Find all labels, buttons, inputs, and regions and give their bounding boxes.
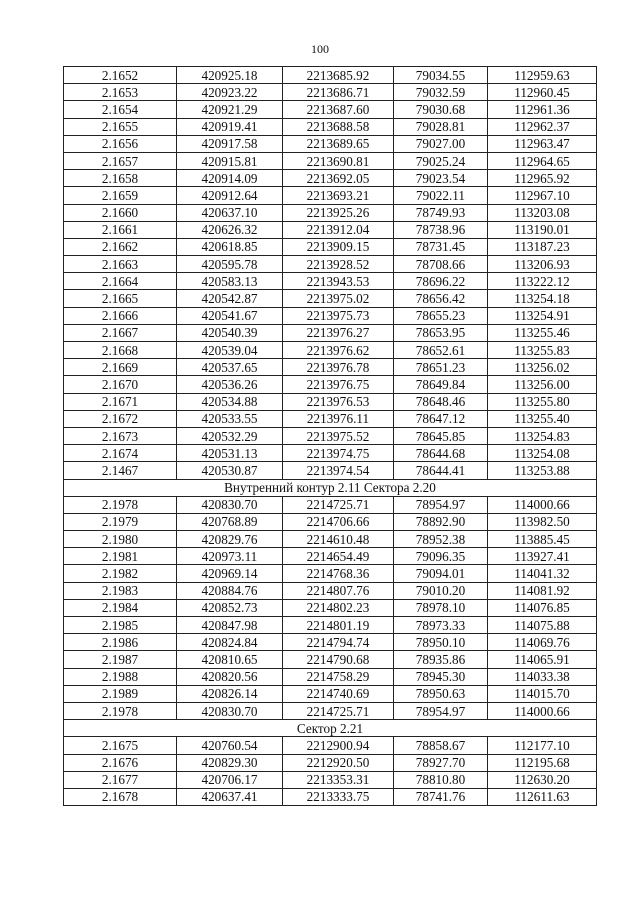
y-local-cell: 113203.08 <box>488 204 597 221</box>
y-local-cell: 113256.00 <box>488 376 597 393</box>
table-row <box>64 427 597 444</box>
x-coordinate-cell: 420852.73 <box>177 599 283 616</box>
point-number-cell: 2.1981 <box>64 548 177 565</box>
table-row <box>64 393 597 410</box>
y-coordinate-cell: 2212900.94 <box>283 737 394 754</box>
y-coordinate-cell: 2213976.11 <box>283 410 394 427</box>
y-local-cell: 113254.83 <box>488 427 597 444</box>
x-coordinate-cell: 420921.29 <box>177 101 283 118</box>
table-row <box>64 565 597 582</box>
point-number-cell: 2.1668 <box>64 342 177 359</box>
table-row <box>64 496 597 513</box>
y-coordinate-cell: 2214740.69 <box>283 685 394 702</box>
y-local-cell: 113190.01 <box>488 221 597 238</box>
point-number-cell: 2.1669 <box>64 359 177 376</box>
table-row <box>64 84 597 101</box>
point-number-cell: 2.1676 <box>64 754 177 771</box>
x-coordinate-cell: 420820.56 <box>177 668 283 685</box>
y-coordinate-cell: 2213976.27 <box>283 324 394 341</box>
y-local-cell: 113255.40 <box>488 410 597 427</box>
y-coordinate-cell: 2214768.36 <box>283 565 394 582</box>
point-number-cell: 2.1978 <box>64 702 177 719</box>
x-local-cell: 78656.42 <box>394 290 488 307</box>
y-local-cell: 113982.50 <box>488 513 597 530</box>
y-coordinate-cell: 2213909.15 <box>283 238 394 255</box>
x-local-cell: 78644.41 <box>394 462 488 479</box>
y-local-cell: 114076.85 <box>488 599 597 616</box>
point-number-cell: 2.1661 <box>64 221 177 238</box>
x-coordinate-cell: 420534.88 <box>177 393 283 410</box>
y-coordinate-cell: 2214706.66 <box>283 513 394 530</box>
y-coordinate-cell: 2213974.54 <box>283 462 394 479</box>
y-coordinate-cell: 2213975.52 <box>283 427 394 444</box>
x-coordinate-cell: 420626.32 <box>177 221 283 238</box>
point-number-cell: 2.1657 <box>64 152 177 169</box>
y-local-cell: 114075.88 <box>488 617 597 634</box>
x-coordinate-cell: 420618.85 <box>177 238 283 255</box>
table-row <box>64 324 597 341</box>
y-local-cell: 113254.91 <box>488 307 597 324</box>
x-local-cell: 79034.55 <box>394 67 488 84</box>
y-coordinate-cell: 2213692.05 <box>283 170 394 187</box>
y-coordinate-cell: 2214790.68 <box>283 651 394 668</box>
y-coordinate-cell: 2213976.53 <box>283 393 394 410</box>
x-coordinate-cell: 420919.41 <box>177 118 283 135</box>
point-number-cell: 2.1670 <box>64 376 177 393</box>
x-coordinate-cell: 420533.55 <box>177 410 283 427</box>
x-coordinate-cell: 420637.41 <box>177 788 283 805</box>
y-local-cell: 113254.18 <box>488 290 597 307</box>
table-row <box>64 410 597 427</box>
y-coordinate-cell: 2213976.78 <box>283 359 394 376</box>
table-row <box>64 118 597 135</box>
y-local-cell: 112959.63 <box>488 67 597 84</box>
y-coordinate-cell: 2214654.49 <box>283 548 394 565</box>
x-local-cell: 79032.59 <box>394 84 488 101</box>
x-local-cell: 78954.97 <box>394 496 488 513</box>
y-coordinate-cell: 2213688.58 <box>283 118 394 135</box>
y-local-cell: 113927.41 <box>488 548 597 565</box>
point-number-cell: 2.1656 <box>64 135 177 152</box>
point-number-cell: 2.1674 <box>64 445 177 462</box>
y-coordinate-cell: 2213976.62 <box>283 342 394 359</box>
x-local-cell: 78858.67 <box>394 737 488 754</box>
point-number-cell: 2.1987 <box>64 651 177 668</box>
x-local-cell: 78738.96 <box>394 221 488 238</box>
y-coordinate-cell: 2213693.21 <box>283 187 394 204</box>
x-coordinate-cell: 420542.87 <box>177 290 283 307</box>
table-row <box>64 513 597 530</box>
table-row <box>64 668 597 685</box>
y-local-cell: 112611.63 <box>488 788 597 805</box>
table-row <box>64 135 597 152</box>
section-header-row <box>64 479 597 496</box>
point-number-cell: 2.1666 <box>64 307 177 324</box>
x-coordinate-cell: 420925.18 <box>177 67 283 84</box>
x-coordinate-cell: 420826.14 <box>177 685 283 702</box>
x-coordinate-cell: 420536.26 <box>177 376 283 393</box>
y-coordinate-cell: 2214725.71 <box>283 496 394 513</box>
x-coordinate-cell: 420531.13 <box>177 445 283 462</box>
x-local-cell: 79094.01 <box>394 565 488 582</box>
x-coordinate-cell: 420810.65 <box>177 651 283 668</box>
point-number-cell: 2.1671 <box>64 393 177 410</box>
x-coordinate-cell: 420912.64 <box>177 187 283 204</box>
y-local-cell: 112195.68 <box>488 754 597 771</box>
y-local-cell: 114081.92 <box>488 582 597 599</box>
y-local-cell: 113253.88 <box>488 462 597 479</box>
x-coordinate-cell: 420768.89 <box>177 513 283 530</box>
y-local-cell: 114041.32 <box>488 565 597 582</box>
x-local-cell: 79028.81 <box>394 118 488 135</box>
y-coordinate-cell: 2214794.74 <box>283 634 394 651</box>
table-row <box>64 256 597 273</box>
x-coordinate-cell: 420824.84 <box>177 634 283 651</box>
point-number-cell: 2.1663 <box>64 256 177 273</box>
point-number-cell: 2.1660 <box>64 204 177 221</box>
table-row <box>64 376 597 393</box>
x-coordinate-cell: 420915.81 <box>177 152 283 169</box>
x-coordinate-cell: 420969.14 <box>177 565 283 582</box>
table-row <box>64 152 597 169</box>
table-row <box>64 221 597 238</box>
x-coordinate-cell: 420917.58 <box>177 135 283 152</box>
table-row <box>64 771 597 788</box>
x-coordinate-cell: 420830.70 <box>177 496 283 513</box>
y-local-cell: 114000.66 <box>488 496 597 513</box>
y-local-cell: 113255.46 <box>488 324 597 341</box>
x-local-cell: 78648.46 <box>394 393 488 410</box>
x-local-cell: 78741.76 <box>394 788 488 805</box>
x-local-cell: 79096.35 <box>394 548 488 565</box>
table-row <box>64 187 597 204</box>
x-coordinate-cell: 420541.67 <box>177 307 283 324</box>
x-coordinate-cell: 420706.17 <box>177 771 283 788</box>
y-local-cell: 113256.02 <box>488 359 597 376</box>
point-number-cell: 2.1659 <box>64 187 177 204</box>
point-number-cell: 2.1980 <box>64 531 177 548</box>
point-number-cell: 2.1672 <box>64 410 177 427</box>
table-row <box>64 67 597 84</box>
table-row <box>64 582 597 599</box>
x-local-cell: 78954.97 <box>394 702 488 719</box>
point-number-cell: 2.1979 <box>64 513 177 530</box>
y-local-cell: 114000.66 <box>488 702 597 719</box>
point-number-cell: 2.1677 <box>64 771 177 788</box>
x-coordinate-cell: 420830.70 <box>177 702 283 719</box>
y-coordinate-cell: 2214610.48 <box>283 531 394 548</box>
y-local-cell: 112962.37 <box>488 118 597 135</box>
point-number-cell: 2.1984 <box>64 599 177 616</box>
table-row <box>64 599 597 616</box>
y-local-cell: 113187.23 <box>488 238 597 255</box>
point-number-cell: 2.1675 <box>64 737 177 754</box>
point-number-cell: 2.1978 <box>64 496 177 513</box>
x-local-cell: 78655.23 <box>394 307 488 324</box>
x-coordinate-cell: 420537.65 <box>177 359 283 376</box>
x-local-cell: 79022.11 <box>394 187 488 204</box>
point-number-cell: 2.1667 <box>64 324 177 341</box>
x-local-cell: 78749.93 <box>394 204 488 221</box>
x-local-cell: 78696.22 <box>394 273 488 290</box>
x-local-cell: 78649.84 <box>394 376 488 393</box>
x-coordinate-cell: 420914.09 <box>177 170 283 187</box>
y-local-cell: 113255.83 <box>488 342 597 359</box>
x-local-cell: 79010.20 <box>394 582 488 599</box>
table-row <box>64 531 597 548</box>
point-number-cell: 2.1678 <box>64 788 177 805</box>
x-coordinate-cell: 420829.30 <box>177 754 283 771</box>
x-local-cell: 78935.86 <box>394 651 488 668</box>
point-number-cell: 2.1654 <box>64 101 177 118</box>
page-number: 100 <box>311 42 329 56</box>
y-local-cell: 112965.92 <box>488 170 597 187</box>
y-coordinate-cell: 2213690.81 <box>283 152 394 169</box>
table-row <box>64 204 597 221</box>
y-coordinate-cell: 2214758.29 <box>283 668 394 685</box>
table-row <box>64 342 597 359</box>
x-local-cell: 78927.70 <box>394 754 488 771</box>
point-number-cell: 2.1983 <box>64 582 177 599</box>
y-coordinate-cell: 2213975.73 <box>283 307 394 324</box>
table-row <box>64 290 597 307</box>
table-row <box>64 273 597 290</box>
x-coordinate-cell: 420760.54 <box>177 737 283 754</box>
table-row <box>64 238 597 255</box>
x-local-cell: 78952.38 <box>394 531 488 548</box>
y-local-cell: 114015.70 <box>488 685 597 702</box>
x-coordinate-cell: 420583.13 <box>177 273 283 290</box>
x-coordinate-cell: 420539.04 <box>177 342 283 359</box>
y-coordinate-cell: 2213928.52 <box>283 256 394 273</box>
x-coordinate-cell: 420532.29 <box>177 427 283 444</box>
point-number-cell: 2.1664 <box>64 273 177 290</box>
y-coordinate-cell: 2213975.02 <box>283 290 394 307</box>
x-local-cell: 79027.00 <box>394 135 488 152</box>
y-coordinate-cell: 2213685.92 <box>283 67 394 84</box>
point-number-cell: 2.1467 <box>64 462 177 479</box>
x-local-cell: 78945.30 <box>394 668 488 685</box>
x-local-cell: 79025.24 <box>394 152 488 169</box>
table-row <box>64 788 597 805</box>
x-coordinate-cell: 420595.78 <box>177 256 283 273</box>
y-local-cell: 114065.91 <box>488 651 597 668</box>
x-local-cell: 79030.68 <box>394 101 488 118</box>
y-coordinate-cell: 2213687.60 <box>283 101 394 118</box>
table-row <box>64 702 597 719</box>
table-row <box>64 754 597 771</box>
y-coordinate-cell: 2214801.19 <box>283 617 394 634</box>
x-coordinate-cell: 420637.10 <box>177 204 283 221</box>
y-coordinate-cell: 2213353.31 <box>283 771 394 788</box>
y-local-cell: 112961.36 <box>488 101 597 118</box>
point-number-cell: 2.1652 <box>64 67 177 84</box>
point-number-cell: 2.1665 <box>64 290 177 307</box>
x-coordinate-cell: 420847.98 <box>177 617 283 634</box>
x-local-cell: 78973.33 <box>394 617 488 634</box>
x-coordinate-cell: 420530.87 <box>177 462 283 479</box>
y-coordinate-cell: 2214802.23 <box>283 599 394 616</box>
table-row <box>64 462 597 479</box>
table-row <box>64 445 597 462</box>
x-local-cell: 78950.10 <box>394 634 488 651</box>
y-local-cell: 113885.45 <box>488 531 597 548</box>
x-local-cell: 78644.68 <box>394 445 488 462</box>
x-coordinate-cell: 420884.76 <box>177 582 283 599</box>
y-coordinate-cell: 2213333.75 <box>283 788 394 805</box>
point-number-cell: 2.1655 <box>64 118 177 135</box>
point-number-cell: 2.1662 <box>64 238 177 255</box>
table-row <box>64 359 597 376</box>
point-number-cell: 2.1673 <box>64 427 177 444</box>
y-coordinate-cell: 2213943.53 <box>283 273 394 290</box>
point-number-cell: 2.1982 <box>64 565 177 582</box>
table-row <box>64 101 597 118</box>
x-coordinate-cell: 420829.76 <box>177 531 283 548</box>
y-local-cell: 112967.10 <box>488 187 597 204</box>
y-local-cell: 112630.20 <box>488 771 597 788</box>
y-local-cell: 112960.45 <box>488 84 597 101</box>
y-local-cell: 113222.12 <box>488 273 597 290</box>
y-local-cell: 112963.47 <box>488 135 597 152</box>
coordinates-table-body <box>64 67 597 806</box>
x-local-cell: 78647.12 <box>394 410 488 427</box>
x-local-cell: 78651.23 <box>394 359 488 376</box>
y-coordinate-cell: 2214807.76 <box>283 582 394 599</box>
y-local-cell: 112964.65 <box>488 152 597 169</box>
y-local-cell: 113254.08 <box>488 445 597 462</box>
point-number-cell: 2.1658 <box>64 170 177 187</box>
x-local-cell: 78653.95 <box>394 324 488 341</box>
y-coordinate-cell: 2213925.26 <box>283 204 394 221</box>
section-header-row <box>64 720 597 737</box>
y-local-cell: 112177.10 <box>488 737 597 754</box>
table-row <box>64 685 597 702</box>
y-coordinate-cell: 2213974.75 <box>283 445 394 462</box>
table-row <box>64 170 597 187</box>
x-local-cell: 78810.80 <box>394 771 488 788</box>
coordinates-table <box>63 66 597 806</box>
table-row <box>64 548 597 565</box>
table-row <box>64 634 597 651</box>
x-coordinate-cell: 420540.39 <box>177 324 283 341</box>
x-local-cell: 78950.63 <box>394 685 488 702</box>
y-local-cell: 114069.76 <box>488 634 597 651</box>
section-title: Сектор 2.21 <box>64 720 597 737</box>
x-local-cell: 78645.85 <box>394 427 488 444</box>
y-coordinate-cell: 2214725.71 <box>283 702 394 719</box>
table-row <box>64 651 597 668</box>
y-local-cell: 114033.38 <box>488 668 597 685</box>
x-local-cell: 78708.66 <box>394 256 488 273</box>
point-number-cell: 2.1986 <box>64 634 177 651</box>
point-number-cell: 2.1988 <box>64 668 177 685</box>
y-local-cell: 113255.80 <box>488 393 597 410</box>
x-local-cell: 78892.90 <box>394 513 488 530</box>
x-local-cell: 79023.54 <box>394 170 488 187</box>
x-coordinate-cell: 420973.11 <box>177 548 283 565</box>
table-row <box>64 737 597 754</box>
x-local-cell: 78731.45 <box>394 238 488 255</box>
y-local-cell: 113206.93 <box>488 256 597 273</box>
table-row <box>64 617 597 634</box>
point-number-cell: 2.1985 <box>64 617 177 634</box>
x-local-cell: 78978.10 <box>394 599 488 616</box>
y-coordinate-cell: 2213912.04 <box>283 221 394 238</box>
point-number-cell: 2.1653 <box>64 84 177 101</box>
y-coordinate-cell: 2212920.50 <box>283 754 394 771</box>
y-coordinate-cell: 2213689.65 <box>283 135 394 152</box>
table-row <box>64 307 597 324</box>
section-title: Внутренний контур 2.11 Сектора 2.20 <box>64 479 597 496</box>
point-number-cell: 2.1989 <box>64 685 177 702</box>
x-coordinate-cell: 420923.22 <box>177 84 283 101</box>
y-coordinate-cell: 2213686.71 <box>283 84 394 101</box>
x-local-cell: 78652.61 <box>394 342 488 359</box>
y-coordinate-cell: 2213976.75 <box>283 376 394 393</box>
